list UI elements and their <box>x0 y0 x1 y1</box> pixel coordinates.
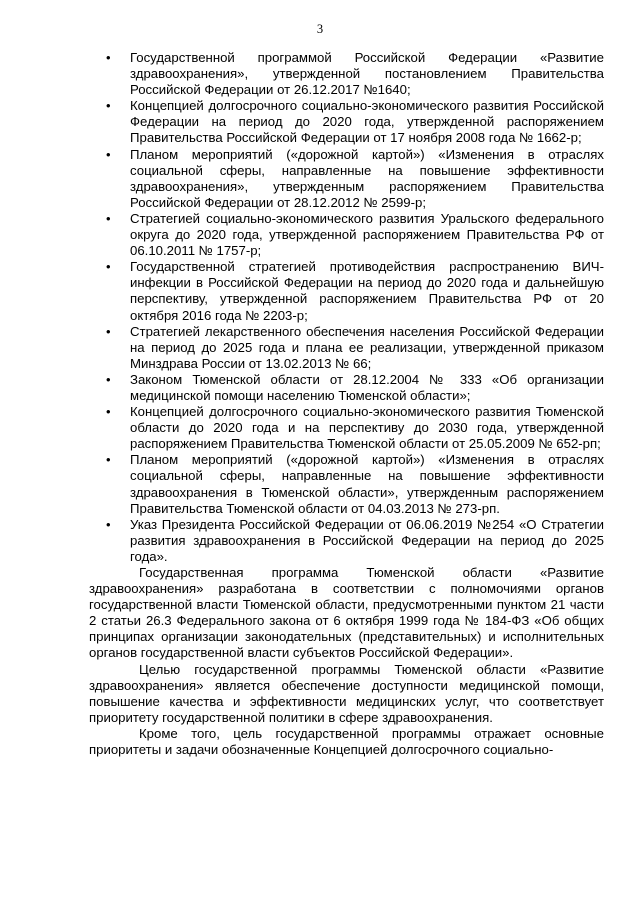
bullet-icon: • <box>106 210 111 226</box>
bullet-icon: • <box>106 50 111 65</box>
bullet-icon: • <box>106 371 111 387</box>
list-item-text: Законом Тюменской области от 28.12.2004 № 333 «Об организации медицинской помощи населению Тюменской области»; <box>130 371 604 403</box>
list-item-text: Концепцией долгосрочного социально-экономического развития Тюменской области до 2020 года и на перспективу до 2030 года, утвержденной распоряжением Правительства Тюменской области от 25.05.2009 № 652-рп; <box>130 404 604 452</box>
list-item-text: Указ Президента Российской Федерации от 06.06.2019 №254 «О Стратегии развития здравоохранения в Российской Федерации на период до 2025 года». <box>130 516 604 564</box>
bullet-icon: • <box>106 516 111 532</box>
page-number: 3 <box>316 22 324 36</box>
legal-basis-list <box>92 50 604 565</box>
paragraph-program-priorities: Кроме того, цель государственной программы отражает основные приоритеты и задачи обозначенные Концепцией долгосрочного социально- <box>89 725 604 758</box>
list-item-text: Стратегией социально-экономического развития Уральского федерального округа до 2020 года, утвержденной распоряжением Правительства РФ от 06.10.2011 № 1757-р; <box>130 210 604 259</box>
bullet-icon: • <box>106 323 111 339</box>
list-item-text: Государственной стратегией противодействия распространению ВИЧ-инфекции в Российской Федерации на период до 2020 года и дальнейшую перспективу, утвержденной распоряжением Правительства РФ от 20 октября 2016 года № 2203-р; <box>130 259 604 323</box>
list-item <box>92 372 604 404</box>
bullet-icon: • <box>106 404 111 420</box>
list-item-text: Планом мероприятий («дорожной картой») «Изменения в отраслях социальной сферы, направленные на повышение эффективности здравоохранения в Тюменской области», утвержденным распоряжением Правительства Тюменской области от 04.03.2013 № 273-рп. <box>130 452 604 516</box>
list-item <box>92 517 604 565</box>
list-item-text: Государственной программой Российской Федерации «Развитие здравоохранения», утвержденной постановлением Правительства Российской Федерации от 26.12.2017 №1640; <box>130 50 604 98</box>
bullet-icon: • <box>106 98 111 114</box>
list-item <box>92 259 604 323</box>
list-item <box>92 404 604 452</box>
bullet-icon: • <box>106 452 111 468</box>
list-item <box>92 324 604 372</box>
list-item <box>92 147 604 211</box>
list-item-text: Планом мероприятий («дорожной картой») «Изменения в отраслях социальной сферы, направленные на повышение эффективности здравоохранения», утвержденным распоряжением Правительства Российской Федерации от 28.12.2012 № 2599-р; <box>130 146 604 210</box>
list-item <box>92 211 604 259</box>
list-item <box>92 452 604 516</box>
list-item-text: Концепцией долгосрочного социально-экономического развития Российской Федерации на период до 2020 года, утвержденной распоряжением Правительства Российской Федерации от 17 ноября 2008 года № 1662-р; <box>130 98 604 146</box>
bullet-icon: • <box>106 259 111 275</box>
bullet-icon: • <box>106 146 111 162</box>
list-item <box>92 98 604 146</box>
paragraph-program-basis: Государственная программа Тюменской области «Развитие здравоохранения» разработана в соответствии с полномочиями органов государственной власти Тюменской области, предусмотренными пунктом 21 части 2 статьи 26.3 Федерального закона от 6 октября 1999 года № 184-ФЗ «Об общих принципах организации законодательных (представительных) и исполнительных органов государственной власти субъектов Российской Федерации». <box>89 565 604 661</box>
paragraph-program-goal: Целью государственной программы Тюменской области «Развитие здравоохранения» является обеспечение доступности медицинской помощи, повышение качества и эффективности медицинских услуг, что соответствует приоритету государственной политики в сфере здравоохранения. <box>89 661 604 725</box>
list-item <box>92 50 604 98</box>
list-item-text: Стратегией лекарственного обеспечения населения Российской Федерации на период до 2025 года и плана ее реализации, утвержденной приказом Минздрава России от 13.02.2013 № 66; <box>130 323 604 371</box>
